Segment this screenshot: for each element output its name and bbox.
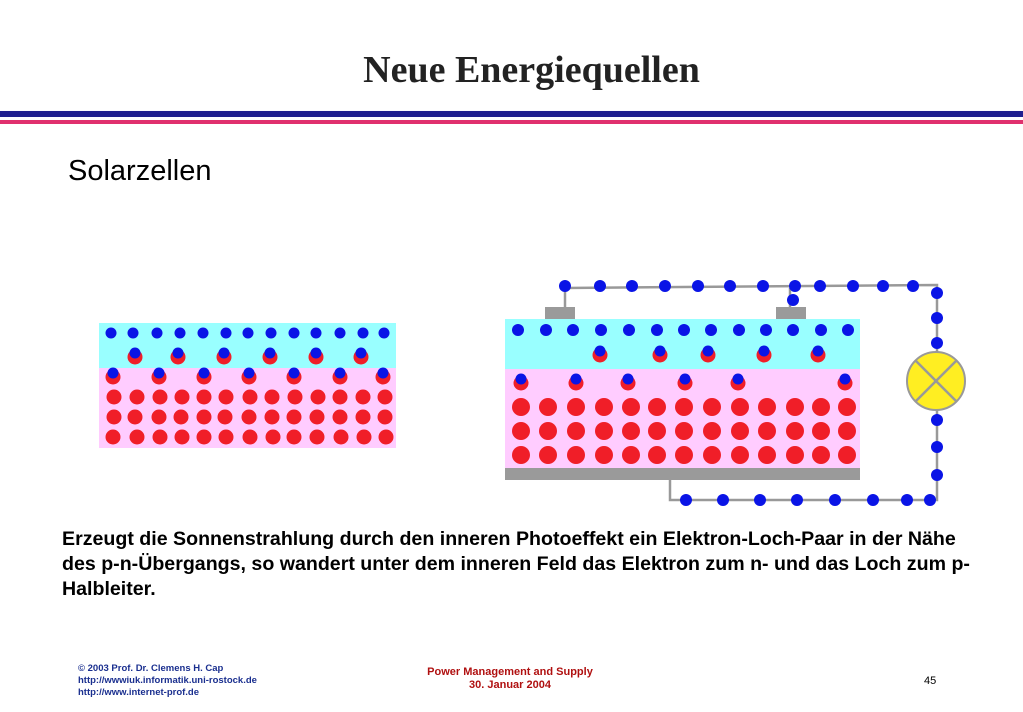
hole — [130, 430, 145, 445]
hole — [310, 430, 325, 445]
hole — [334, 430, 349, 445]
electron — [877, 280, 889, 292]
electron — [595, 324, 607, 336]
electron — [358, 328, 369, 339]
hole — [838, 422, 856, 440]
hole — [675, 422, 693, 440]
electron — [199, 368, 210, 379]
footer-link-2[interactable]: http://www.internet-prof.de — [78, 687, 200, 698]
electron — [659, 280, 671, 292]
electron — [379, 328, 390, 339]
hole — [174, 410, 189, 425]
electron — [289, 328, 300, 339]
hole — [622, 422, 640, 440]
electron — [754, 494, 766, 506]
electron — [175, 328, 186, 339]
hole — [622, 446, 640, 464]
hole — [812, 398, 830, 416]
hole — [703, 446, 721, 464]
hole — [812, 422, 830, 440]
electron — [705, 324, 717, 336]
electron — [651, 324, 663, 336]
hole — [595, 398, 613, 416]
electron — [733, 374, 744, 385]
hole — [512, 398, 530, 416]
hole — [266, 430, 281, 445]
hole — [786, 422, 804, 440]
hole — [838, 446, 856, 464]
solar-cell-with-circuit — [505, 280, 965, 506]
footer-link-1[interactable]: http://wwwiuk.informatik.uni-rostock.de — [78, 675, 257, 686]
electron — [655, 346, 666, 357]
electron — [931, 441, 943, 453]
electron — [678, 324, 690, 336]
electron — [244, 368, 255, 379]
electron — [130, 348, 141, 359]
electron — [907, 280, 919, 292]
electron — [221, 328, 232, 339]
electron — [840, 374, 851, 385]
electron — [931, 414, 943, 426]
hole — [288, 390, 303, 405]
electron — [567, 324, 579, 336]
electron — [623, 324, 635, 336]
hole — [567, 422, 585, 440]
hole — [219, 390, 234, 405]
electron — [815, 324, 827, 336]
hole — [218, 410, 233, 425]
electron — [152, 328, 163, 339]
electron — [814, 280, 826, 292]
electron — [867, 494, 879, 506]
electron — [108, 368, 119, 379]
hole — [197, 410, 212, 425]
electron — [924, 494, 936, 506]
hole — [219, 430, 234, 445]
electron — [759, 346, 770, 357]
hole — [265, 390, 280, 405]
electron — [378, 368, 389, 379]
electron — [559, 280, 571, 292]
hole — [356, 410, 371, 425]
hole — [152, 410, 167, 425]
hole — [567, 446, 585, 464]
electron — [717, 494, 729, 506]
electron — [680, 494, 692, 506]
hole — [379, 430, 394, 445]
electron — [154, 368, 165, 379]
hole — [243, 390, 258, 405]
top-contact-right — [776, 307, 806, 319]
electron — [733, 324, 745, 336]
explanation-text: Erzeugt die Sonnenstrahlung durch den inneren Photoeffekt ein Elektron-Loch-Paar in der Nähe des p-n-Übergangs, so wandert unter dem inneren Feld das Elektron zum n- und das Loch zum p-Halbleiter. — [62, 528, 970, 600]
electron — [787, 324, 799, 336]
hole — [675, 446, 693, 464]
hole — [333, 410, 348, 425]
electron — [243, 328, 254, 339]
footer-course — [400, 666, 620, 692]
electron — [335, 368, 346, 379]
top-contact-left — [545, 307, 575, 319]
footer-credits — [78, 663, 257, 699]
hole — [130, 390, 145, 405]
electron — [198, 328, 209, 339]
course-title: Power Management and Supply — [427, 666, 593, 678]
hole — [703, 398, 721, 416]
hole — [242, 410, 257, 425]
electron — [571, 374, 582, 385]
hole — [197, 390, 212, 405]
electron — [787, 294, 799, 306]
hole — [595, 422, 613, 440]
hole — [287, 430, 302, 445]
hole — [512, 446, 530, 464]
hole — [731, 446, 749, 464]
electron — [266, 328, 277, 339]
bottom-contact — [505, 468, 860, 480]
electron — [847, 280, 859, 292]
electron — [789, 280, 801, 292]
hole — [265, 410, 280, 425]
hole — [153, 390, 168, 405]
hole — [758, 422, 776, 440]
electron — [335, 328, 346, 339]
electron — [829, 494, 841, 506]
hole — [175, 430, 190, 445]
electron — [173, 348, 184, 359]
hole — [758, 398, 776, 416]
electron — [813, 346, 824, 357]
electron — [311, 348, 322, 359]
electron — [623, 374, 634, 385]
hole — [539, 398, 557, 416]
electron — [106, 328, 117, 339]
hole — [648, 422, 666, 440]
electron — [128, 328, 139, 339]
hole — [731, 398, 749, 416]
electron — [540, 324, 552, 336]
electron — [931, 312, 943, 324]
course-date: 30. Januar 2004 — [469, 679, 551, 691]
hole — [356, 390, 371, 405]
electron — [842, 324, 854, 336]
electron — [595, 346, 606, 357]
hole — [107, 410, 122, 425]
electron — [791, 494, 803, 506]
hole — [357, 430, 372, 445]
hole — [675, 398, 693, 416]
electron — [516, 374, 527, 385]
electron — [356, 348, 367, 359]
slide-title: Neue Energiequellen — [363, 49, 700, 91]
hole — [703, 422, 721, 440]
page-number: 45 — [924, 675, 937, 687]
hole — [539, 422, 557, 440]
solar-cell-at-rest — [99, 323, 396, 448]
hole — [838, 398, 856, 416]
hole — [648, 398, 666, 416]
electron — [311, 328, 322, 339]
hole — [595, 446, 613, 464]
electron — [901, 494, 913, 506]
electron — [626, 280, 638, 292]
electron — [692, 280, 704, 292]
electron — [931, 287, 943, 299]
hole — [153, 430, 168, 445]
hole — [648, 446, 666, 464]
hole — [758, 446, 776, 464]
copyright: © 2003 Prof. Dr. Clemens H. Cap — [78, 663, 224, 674]
hole — [106, 430, 121, 445]
hole — [812, 446, 830, 464]
hole — [786, 398, 804, 416]
electron — [703, 346, 714, 357]
hole — [310, 410, 325, 425]
hole — [539, 446, 557, 464]
hole — [378, 390, 393, 405]
hole — [378, 410, 393, 425]
hole — [243, 430, 258, 445]
electron — [760, 324, 772, 336]
electron — [931, 469, 943, 481]
hole — [311, 390, 326, 405]
electron — [512, 324, 524, 336]
hole — [786, 446, 804, 464]
hole — [128, 410, 143, 425]
hole — [567, 398, 585, 416]
electron — [265, 348, 276, 359]
lamp-icon — [907, 352, 965, 410]
hole — [333, 390, 348, 405]
hole — [622, 398, 640, 416]
hole — [107, 390, 122, 405]
electron — [757, 280, 769, 292]
electron — [931, 337, 943, 349]
electron — [289, 368, 300, 379]
hole — [175, 390, 190, 405]
electron — [219, 348, 230, 359]
hole — [731, 422, 749, 440]
electron — [724, 280, 736, 292]
hole — [512, 422, 530, 440]
hole — [197, 430, 212, 445]
hole — [287, 410, 302, 425]
electron — [680, 374, 691, 385]
section-heading: Solarzellen — [68, 155, 212, 187]
electron — [594, 280, 606, 292]
